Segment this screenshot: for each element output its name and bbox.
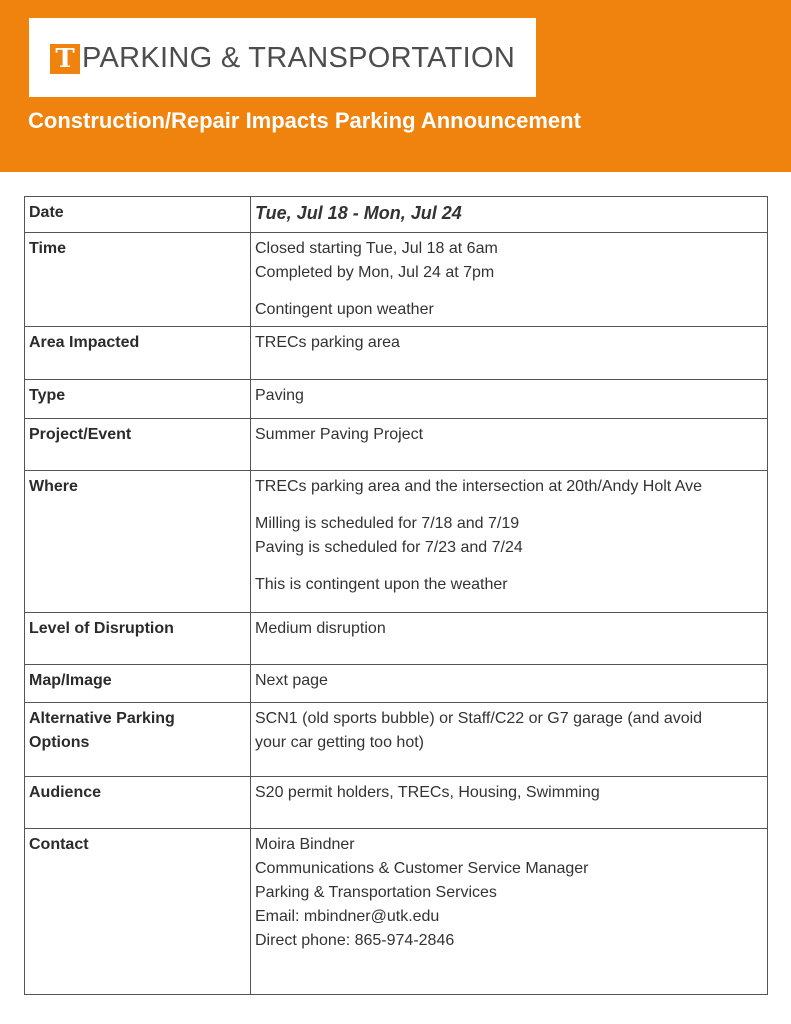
row-label: Date <box>25 197 251 233</box>
contact-title: Communications & Customer Service Manager <box>255 860 589 877</box>
alternative-label-line: Alternative Parking <box>29 710 175 727</box>
table-row-alternative <box>25 703 768 777</box>
date-value: Tue, Jul 18 - Mon, Jul 24 <box>255 203 462 223</box>
table-row-area <box>25 327 768 380</box>
ut-logo-icon: T <box>50 44 80 74</box>
row-value: TRECs parking area <box>251 327 768 380</box>
row-label: Contact <box>25 829 251 995</box>
announcement-table <box>24 196 768 995</box>
table-row-where <box>25 471 768 613</box>
row-value: Paving <box>251 380 768 419</box>
row-label <box>25 703 251 777</box>
table-row-project <box>25 419 768 471</box>
row-value: Summer Paving Project <box>251 419 768 471</box>
table-row-disruption <box>25 613 768 665</box>
row-value: S20 permit holders, TRECs, Housing, Swimming <box>251 777 768 829</box>
contact-phone: Direct phone: 865-974-2846 <box>255 932 455 949</box>
logo-text: PARKING & TRANSPORTATION <box>82 42 516 74</box>
table-row-contact <box>25 829 768 995</box>
row-label: Type <box>25 380 251 419</box>
row-value <box>251 197 768 233</box>
table-row-date <box>25 197 768 233</box>
alternative-label-line: Options <box>29 734 90 751</box>
row-label: Level of Disruption <box>25 613 251 665</box>
row-value <box>251 829 768 995</box>
table-row-time <box>25 233 768 327</box>
row-value <box>251 703 768 777</box>
contact-email[interactable]: Email: mbindner@utk.edu <box>255 908 440 925</box>
contact-department: Parking & Transportation Services <box>255 884 497 901</box>
row-value: Next page <box>251 665 768 703</box>
contact-name: Moira Bindner <box>255 836 355 853</box>
row-value <box>251 471 768 613</box>
row-label: Area Impacted <box>25 327 251 380</box>
table-row-audience <box>25 777 768 829</box>
table-row-map <box>25 665 768 703</box>
row-label: Map/Image <box>25 665 251 703</box>
time-line: Closed starting Tue, Jul 18 at 6am <box>255 240 498 257</box>
header-banner <box>0 0 791 172</box>
time-line: Completed by Mon, Jul 24 at 7pm <box>255 264 495 281</box>
where-line: Paving is scheduled for 7/23 and 7/24 <box>255 539 523 556</box>
row-value: Medium disruption <box>251 613 768 665</box>
where-line: This is contingent upon the weather <box>255 576 508 593</box>
row-label: Where <box>25 471 251 613</box>
row-label: Time <box>25 233 251 327</box>
page-title: Construction/Repair Impacts Parking Announcement <box>28 108 581 133</box>
row-label: Audience <box>25 777 251 829</box>
table-row-type <box>25 380 768 419</box>
row-value <box>251 233 768 327</box>
row-label: Project/Event <box>25 419 251 471</box>
where-line: TRECs parking area and the intersection at 20th/Andy Holt Ave <box>255 478 703 495</box>
alternative-line: SCN1 (old sports bubble) or Staff/C22 or G7 garage (and avoid <box>255 710 703 727</box>
where-line: Milling is scheduled for 7/18 and 7/19 <box>255 515 520 532</box>
logo <box>29 18 536 97</box>
alternative-line: your car getting too hot) <box>255 734 424 751</box>
time-line: Contingent upon weather <box>255 301 434 318</box>
